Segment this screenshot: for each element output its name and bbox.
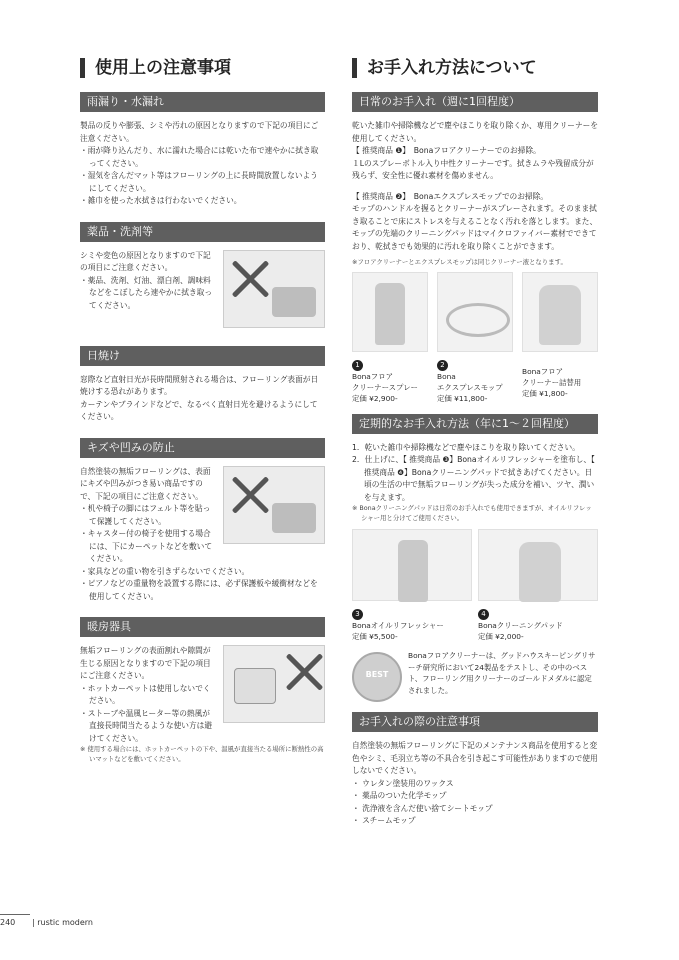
product-number-badge: 2 bbox=[437, 360, 448, 371]
product-name: Bonaオイルリフレッシャー bbox=[352, 621, 444, 630]
scratch-intro: 自然塗装の無垢フローリングは、表面にキズや凹みがつき易い商品ですので、下記の項目にご注意ください。 bbox=[80, 466, 211, 501]
list-item: 1．乾いた雑巾や掃除機などで塵やほこりを取り除いてください。 bbox=[352, 442, 580, 452]
sunburn-body-1: 窓際など直射日光が長時間照射される場合は、フローリング表面が日焼けする恐れがあります。 bbox=[80, 374, 319, 396]
water-list bbox=[80, 145, 325, 208]
right-main-title: お手入れ方法について bbox=[352, 58, 598, 78]
daily-p4: 【 推奨商品 ❷】 Bonaエクスプレスモップでのお掃除。 bbox=[352, 191, 548, 201]
daily-p1: 乾いた雑巾や掃除機などで塵やほこりを取り除くか、専用クリーナーを使用してください。 bbox=[352, 121, 599, 143]
product-price: 定価 ¥2,000- bbox=[478, 632, 524, 641]
heater-illustration bbox=[223, 645, 325, 723]
list-item: ・薬品、洗剤、灯油、漂白剤、調味料などをこぼしたら速やかに拭き取ってください。 bbox=[80, 275, 213, 310]
product-image bbox=[522, 272, 598, 352]
left-main-title: 使用上の注意事項 bbox=[80, 58, 325, 78]
section-head-scratch: キズや凹みの防止 bbox=[80, 438, 325, 458]
section-head-chemicals: 薬品・洗剤等 bbox=[80, 222, 325, 242]
medal-icon bbox=[352, 652, 402, 702]
product-price: 定価 ¥1,800- bbox=[522, 388, 568, 398]
list-item: ・ 洗浄液を含んだ使い捨てシートモップ bbox=[352, 803, 493, 813]
mop-icon bbox=[446, 303, 510, 337]
footer-brand: | rustic modern bbox=[32, 918, 93, 927]
periodic-note: ※ Bonaクリーニングパッドは日常のお手入れでも使用できますが、オイルリフレッシャー用と分けてご使用ください。 bbox=[352, 504, 592, 522]
list-item: ・ 薬品のついた化学モップ bbox=[352, 791, 447, 800]
page-number: 240 bbox=[0, 914, 30, 927]
chair-shape bbox=[272, 503, 316, 533]
left-column bbox=[80, 58, 325, 764]
section-head-water: 雨漏り・水漏れ bbox=[80, 92, 325, 112]
prohibited-x-icon bbox=[284, 652, 324, 692]
spray-bottle-icon bbox=[375, 283, 405, 345]
refill-pouch-icon bbox=[539, 285, 581, 345]
prohibited-x-icon bbox=[230, 259, 270, 299]
product-number-badge: 1 bbox=[352, 360, 363, 371]
product-floor-cleaner bbox=[352, 272, 428, 404]
product-refill bbox=[522, 272, 598, 404]
daily-p3: １Lのスプレーボトル入り中性クリーナーです。拭きムラや残留成分が残らず、安全性に優れ素材を傷めません。 bbox=[352, 158, 594, 180]
product-image bbox=[478, 529, 598, 601]
spray-bottle-icon bbox=[398, 540, 428, 602]
product-image bbox=[352, 272, 428, 352]
daily-products bbox=[352, 272, 598, 404]
daily-note: ※フロアクリーナーとエクスプレスモップは同じクリーナー液となります。 bbox=[352, 258, 567, 266]
heater-shape bbox=[234, 668, 276, 704]
list-item: ・湿気を含んだマット等はフローリングの上に長時間放置しないようにしてください。 bbox=[80, 171, 318, 193]
list-item: ・ ウレタン塗装用のワックス bbox=[352, 778, 454, 788]
spill-shape bbox=[272, 287, 316, 317]
pad-package-icon bbox=[519, 542, 561, 602]
product-image bbox=[352, 529, 472, 601]
award-text: Bonaフロアクリーナーは、グッドハウスキーピングリサーチ研究所において24製品をテストし、その中のベスト、フローリング用クリーナーのゴールドメダルに認定されました。 bbox=[408, 651, 596, 695]
product-name: エクスプレスモップ bbox=[437, 382, 503, 392]
section-head-daily: 日常のお手入れ（週に1回程度） bbox=[352, 92, 598, 112]
product-price: 定価 ¥2,900- bbox=[352, 393, 398, 403]
section-head-periodic: 定期的なお手入れ方法（年に1～２回程度） bbox=[352, 414, 598, 434]
product-price: 定価 ¥5,500- bbox=[352, 632, 398, 641]
sunburn-body-2: カーテンやブラインドなどで、なるべく直射日光を避けるようにしてください。 bbox=[80, 399, 318, 421]
list-item: 2．仕上げに、【 推奨商品 ❸】Bonaオイルリフレッシャーを塗布し、【 推奨商品 ❹】Bonaクリーニングパッドで拭きあげてください。日頃の生活の中で無垢フローリングが失った成分を補い、ツヤ、潤いを与えます。 bbox=[352, 455, 595, 502]
product-name: Bonaクリーニングパッド bbox=[478, 621, 563, 630]
list-item: ・雨が降り込んだり、水に濡れた場合には乾いた布で速やかに拭き取ってください。 bbox=[80, 146, 319, 168]
caution-intro: 自然塗装の無垢フローリングに下記のメンテナンス商品を使用すると変色やシミ、毛羽立ち等の不具合を引き起こす可能性がありますので使用しないでください。 bbox=[352, 741, 598, 775]
product-name: クリーナー詰替用 bbox=[522, 377, 582, 387]
daily-p5: モップのハンドルを握るとクリーナーがスプレーされます。そのまま拭き取ることで床にストレスを与えることなく汚れを落とします。また、モップの先端のクリーニングパッドはマイクロファイバー素材でできており、乾拭きでも効果的に汚れを取り除くことができます。 bbox=[352, 204, 598, 251]
chair-scratch-illustration bbox=[223, 466, 325, 544]
product-number-badge: 4 bbox=[478, 609, 489, 620]
product-cleaning-pad bbox=[478, 529, 598, 642]
product-name: Bonaフロア bbox=[522, 366, 563, 376]
prohibited-x-icon bbox=[230, 475, 270, 515]
product-name: Bona bbox=[437, 371, 456, 381]
list-item: ・キャスター付の椅子を使用する場合には、下にカーペットなどを敷いてください。 bbox=[80, 529, 213, 563]
list-item: ・家具などの重い物を引きずらないでください。 bbox=[80, 566, 250, 576]
section-head-heater: 暖房器具 bbox=[80, 617, 325, 637]
periodic-products bbox=[352, 529, 598, 642]
heater-note: ※ 使用する場合には、ホットカーペットの下や、温風が直接当たる場所に断熱性の高いマットなどを敷いてください。 bbox=[80, 745, 324, 763]
award-block bbox=[352, 650, 598, 702]
daily-p2: 【 推奨商品 ❶】 Bonaフロアクリーナーでのお掃除。 bbox=[352, 146, 541, 155]
chemical-spill-illustration bbox=[223, 250, 325, 328]
list-item: ・ストーブや温風ヒーター等の熱風が直接長時間当たるような使い方は避けてください。 bbox=[80, 708, 213, 743]
medal-label: BEST bbox=[365, 670, 389, 679]
section-head-caution: お手入れの際の注意事項 bbox=[352, 712, 598, 732]
product-name: Bonaフロア bbox=[352, 371, 393, 381]
list-item: ・机や椅子の脚にはフェルト等を貼って保護してください。 bbox=[80, 504, 211, 526]
water-intro: 製品の反りや膨張、シミや汚れの原因となりますので下記の項目にご注意ください。 bbox=[80, 121, 319, 143]
chemicals-intro: シミや変色の原因となりますので下記の項目にご注意ください。 bbox=[80, 250, 211, 272]
list-item: ・雑巾を使った水拭きは行わないでください。 bbox=[80, 196, 242, 205]
product-express-mop bbox=[437, 272, 513, 404]
section-head-sunburn: 日焼け bbox=[80, 346, 325, 366]
product-image bbox=[437, 272, 513, 352]
product-oil-refresher bbox=[352, 529, 472, 642]
product-name: クリーナースプレー bbox=[352, 382, 418, 392]
product-price: 定価 ¥11,800- bbox=[437, 393, 488, 403]
heater-intro: 無垢フローリングの表面割れや隙間が生じる原因となりますので下記の項目にご注意ください。 bbox=[80, 646, 211, 680]
right-column bbox=[352, 58, 598, 828]
list-item: ・ スチームモップ bbox=[352, 816, 416, 825]
caution-list bbox=[352, 778, 598, 828]
list-item: ・ピアノなどの重量物を設置する際には、必ず保護板や緩衝材などを使用してください。 bbox=[80, 579, 318, 601]
list-item: ・ホットカーペットは使用しないでください。 bbox=[80, 683, 211, 705]
periodic-list bbox=[352, 442, 598, 505]
product-number-badge: 3 bbox=[352, 609, 363, 620]
